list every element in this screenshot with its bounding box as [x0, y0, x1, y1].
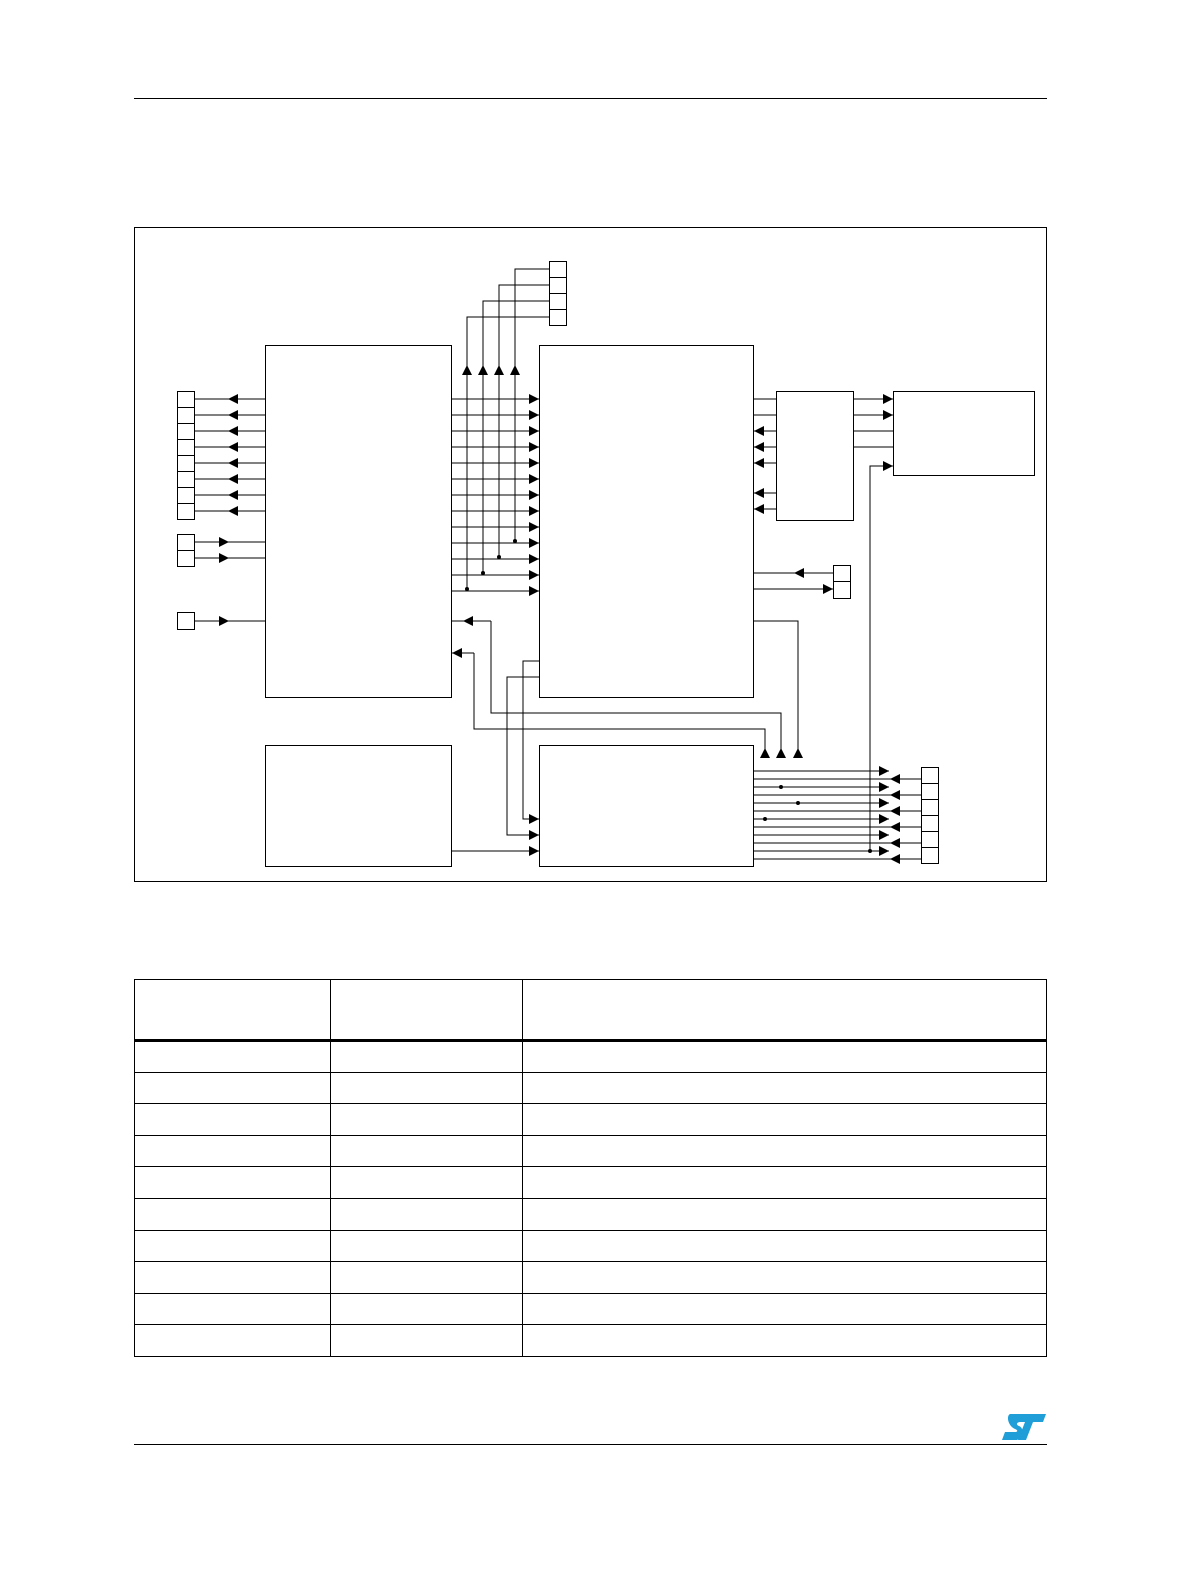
table-header-cell	[331, 980, 523, 1041]
signal-wire	[491, 621, 781, 757]
table-row	[135, 1135, 1047, 1167]
table-row	[135, 1072, 1047, 1104]
pin-box	[550, 294, 567, 310]
pin-box	[922, 784, 939, 800]
junction-dot	[796, 801, 800, 805]
table-cell	[523, 1167, 1047, 1199]
st-logo-icon	[1000, 1410, 1050, 1444]
table-cell	[135, 1072, 331, 1104]
junction-dot	[513, 539, 517, 543]
right-interface-block	[777, 392, 854, 521]
table-cell	[135, 1198, 331, 1230]
diagram-frame	[135, 228, 1047, 882]
junction-dot	[868, 849, 872, 853]
table-cell	[331, 1230, 523, 1262]
table-cell	[135, 1104, 331, 1136]
table-row	[135, 1293, 1047, 1325]
table-header-cell	[135, 980, 331, 1041]
signal-arrow	[870, 466, 893, 852]
pin-box	[922, 816, 939, 832]
signal-wire	[499, 285, 549, 365]
pin-box	[834, 566, 851, 582]
table-cell	[523, 1104, 1047, 1136]
pin-box	[834, 582, 851, 599]
lower-center-block	[540, 746, 754, 867]
signal-wire	[474, 653, 765, 757]
table-cell	[331, 1262, 523, 1294]
pin-box	[178, 488, 195, 504]
junction-dot	[481, 571, 485, 575]
signal-arrow	[523, 661, 539, 819]
table-cell	[331, 1041, 523, 1073]
pin-box	[922, 800, 939, 816]
pin-box	[550, 262, 567, 278]
pin-box	[178, 535, 195, 551]
table-cell	[331, 1104, 523, 1136]
table-cell	[135, 1230, 331, 1262]
table-row	[135, 1262, 1047, 1294]
table-cell	[331, 1135, 523, 1167]
table-cell	[523, 1293, 1047, 1325]
pin-box	[922, 768, 939, 784]
table-row	[135, 1325, 1047, 1357]
pin-box	[178, 392, 195, 408]
table-cell	[523, 1325, 1047, 1357]
table-row	[135, 1230, 1047, 1262]
pin-box	[178, 424, 195, 440]
table-cell	[331, 1072, 523, 1104]
table-cell	[331, 1325, 523, 1357]
signal-wire	[754, 621, 798, 757]
pin-box	[178, 440, 195, 456]
pin-box	[922, 832, 939, 848]
table-cell	[135, 1167, 331, 1199]
pin-box	[178, 456, 195, 472]
table-cell	[523, 1072, 1047, 1104]
table-cell	[523, 1198, 1047, 1230]
pin-description-table	[134, 979, 1047, 1357]
junction-dot	[497, 555, 501, 559]
table-row	[135, 1041, 1047, 1073]
center-block	[540, 346, 754, 698]
left-block	[266, 346, 452, 698]
pin-box	[922, 848, 939, 864]
table-cell	[331, 1198, 523, 1230]
table-row	[135, 1198, 1047, 1230]
junction-dot	[763, 817, 767, 821]
lower-left-block	[266, 746, 452, 867]
pin-box	[178, 408, 195, 424]
pin-box	[178, 472, 195, 488]
table-cell	[135, 1325, 331, 1357]
table-cell	[135, 1262, 331, 1294]
table-cell	[135, 1041, 331, 1073]
table-row	[135, 1104, 1047, 1136]
table-cell	[523, 1135, 1047, 1167]
table-cell	[331, 1293, 523, 1325]
table-row	[135, 1167, 1047, 1199]
external-block	[894, 392, 1035, 476]
table-cell	[135, 1293, 331, 1325]
table-cell	[331, 1167, 523, 1199]
table-cell	[523, 1230, 1047, 1262]
signal-wire	[467, 317, 549, 365]
junction-dot	[779, 785, 783, 789]
table-cell	[135, 1135, 331, 1167]
table-header-row	[135, 980, 1047, 1041]
table-cell	[523, 1041, 1047, 1073]
footer-rule	[134, 1444, 1047, 1445]
table-header-cell	[523, 980, 1047, 1041]
pin-box	[178, 613, 195, 630]
pin-box	[550, 310, 567, 326]
junction-dot	[465, 587, 469, 591]
table-cell	[523, 1262, 1047, 1294]
pin-box	[178, 504, 195, 520]
pin-box	[178, 551, 195, 567]
pin-box	[550, 278, 567, 294]
